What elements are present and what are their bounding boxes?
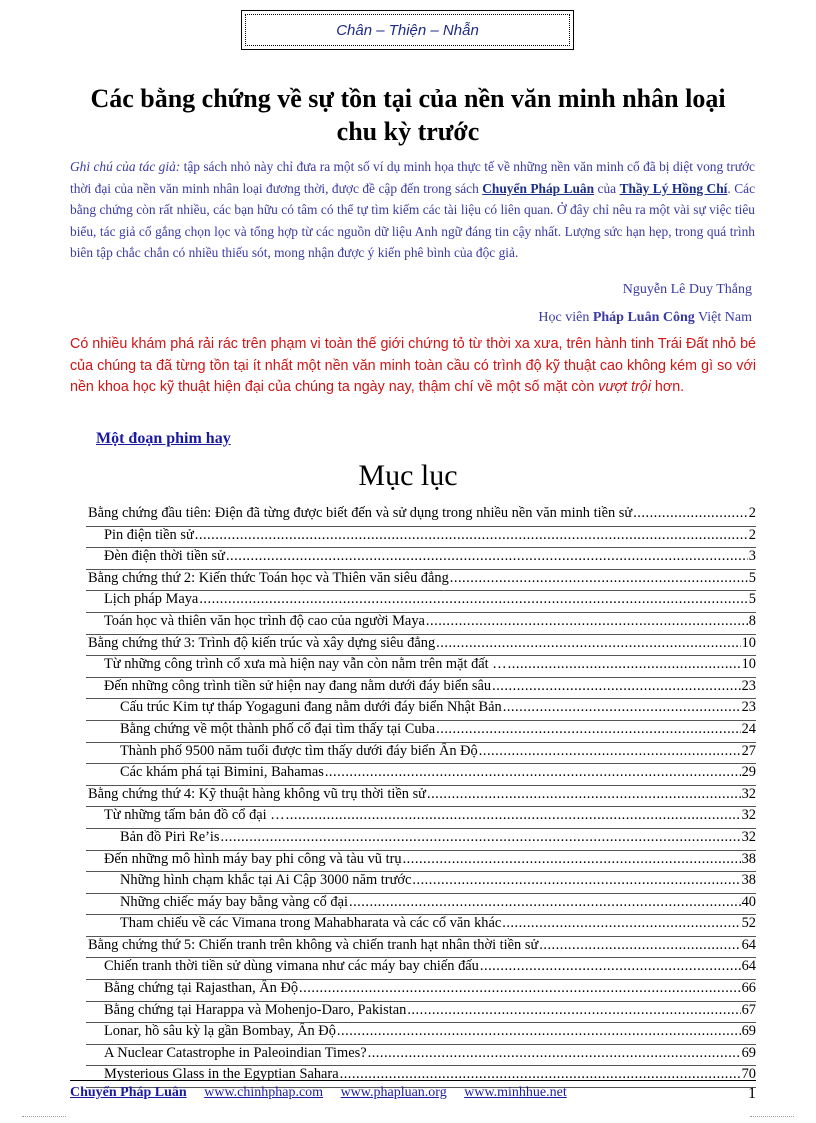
author-note-text-3: . Các bằng chứng còn rất nhiều, các bạn hữu có tâm có thể tự tìm kiếm các tài liệu có liên quan. Ở đây chỉ nêu ra một vài sự việc tiêu biểu, tác giả cố gắng chọn lọc và tổng hợp từ các nguồn dữ liệu Anh ngữ đáng tin cậy nhất. Lượng sức hạn hẹp, trong quá trình biên tập chắc chắn có nhiều thiếu sót, mong nhận được ý kiến phê bình của độc giả. bbox=[70, 180, 756, 260]
toc-entry-title: Mysterious Glass in the Egyptian Sahara bbox=[104, 1066, 339, 1083]
toc-leader-dots bbox=[325, 764, 741, 781]
toc-entry[interactable] bbox=[86, 591, 756, 613]
header-motto: Chân – Thiện – Nhẫn bbox=[245, 14, 570, 46]
footer-link-phapluan[interactable]: www.phapluan.org bbox=[340, 1085, 447, 1100]
toc-leader-dots bbox=[502, 915, 740, 932]
toc-entry[interactable] bbox=[86, 527, 756, 549]
toc-leader-dots bbox=[349, 894, 741, 911]
toc-entry-title: Từ những công trình cổ xưa mà hiện nay vẫn còn nằm trên mặt đất … bbox=[104, 656, 507, 673]
author-link[interactable]: Thầy Lý Hồng Chí bbox=[619, 180, 728, 196]
toc-entry[interactable] bbox=[86, 1045, 756, 1067]
toc-entry-page: 5 bbox=[748, 569, 756, 586]
toc-entry-page: 23 bbox=[741, 699, 756, 716]
table-of-contents bbox=[86, 505, 756, 1088]
video-link[interactable]: Một đoạn phim hay bbox=[96, 430, 231, 447]
author-note-text-2: của bbox=[594, 180, 620, 196]
toc-entry-title: Pin điện tiền sử bbox=[104, 526, 194, 543]
toc-entry-page: 32 bbox=[741, 828, 756, 845]
corner-mark-left bbox=[22, 1116, 66, 1118]
toc-entry[interactable] bbox=[86, 980, 756, 1002]
toc-entry[interactable] bbox=[86, 635, 756, 657]
toc-entry-page: 24 bbox=[741, 720, 756, 737]
toc-entry[interactable] bbox=[86, 937, 756, 959]
toc-leader-dots bbox=[195, 527, 748, 544]
toc-entry[interactable] bbox=[86, 613, 756, 635]
toc-leader-dots bbox=[426, 613, 748, 630]
toc-leader-dots bbox=[286, 807, 741, 824]
toc-entry-title: Toán học và thiên văn học trình độ cao của người Maya bbox=[104, 612, 425, 629]
toc-entry-page: 38 bbox=[741, 850, 756, 867]
toc-leader-dots bbox=[403, 851, 741, 868]
toc-leader-dots bbox=[450, 570, 748, 587]
toc-entry[interactable] bbox=[86, 570, 756, 592]
author-note bbox=[70, 156, 755, 264]
toc-entry-title: Cấu trúc Kim tự tháp Yogaguni đang nằm dưới đáy biển Nhật Bản bbox=[120, 699, 502, 716]
toc-leader-dots bbox=[508, 656, 741, 673]
toc-entry-page: 2 bbox=[748, 526, 756, 543]
signature-prefix: Học viên bbox=[538, 310, 593, 325]
toc-title: Mục lục bbox=[358, 459, 458, 492]
toc-entry-page: 29 bbox=[741, 764, 756, 781]
toc-leader-dots bbox=[436, 635, 740, 652]
page-number: 1 bbox=[748, 1085, 756, 1102]
toc-entry-page: 32 bbox=[741, 807, 756, 824]
toc-entry-title: Lịch pháp Maya bbox=[104, 591, 199, 608]
toc-leader-dots bbox=[337, 1023, 741, 1040]
toc-entry[interactable] bbox=[86, 915, 756, 937]
toc-entry[interactable] bbox=[86, 764, 756, 786]
toc-leader-dots bbox=[633, 505, 748, 522]
signature-suffix: Việt Nam bbox=[694, 310, 752, 325]
toc-entry-title: Bằng chứng thứ 5: Chiến tranh trên không và chiến tranh hạt nhân thời tiền sử bbox=[88, 936, 539, 953]
toc-entry[interactable] bbox=[86, 699, 756, 721]
toc-leader-dots bbox=[492, 678, 741, 695]
toc-entry-title: Thành phố 9500 năm tuổi được tìm thấy dưới đáy biển Ấn Độ bbox=[120, 742, 478, 759]
toc-entry-title: Từ những tấm bản đồ cổ đại … bbox=[104, 807, 285, 824]
intro-text-1: Có nhiều khám phá rải rác trên phạm vi toàn thế giới chứng tỏ từ thời xa xưa, trên hành tinh Trái Đất nhỏ bé của chúng ta đã từng tồn tại ít nhất một nền văn minh toàn cầu có trình độ kỹ thuật cao không kém gì so với nền khoa học kỹ thuật hiện đại của chúng ta ngày nay, thậm chí về một số mặt còn bbox=[70, 336, 756, 395]
corner-mark-right bbox=[750, 1116, 794, 1118]
toc-entry-page: 10 bbox=[741, 634, 756, 651]
toc-entry[interactable] bbox=[86, 872, 756, 894]
toc-entry[interactable] bbox=[86, 894, 756, 916]
toc-leader-dots bbox=[479, 743, 741, 760]
toc-leader-dots bbox=[480, 958, 741, 975]
toc-leader-dots bbox=[407, 1002, 740, 1019]
toc-entry-title: Đến những công trình tiền sử hiện nay đang nằm dưới đáy biển sâu bbox=[104, 677, 492, 694]
toc-leader-dots bbox=[412, 872, 740, 889]
toc-leader-dots bbox=[436, 721, 740, 738]
toc-entry[interactable] bbox=[86, 829, 756, 851]
toc-entry-title: Những hình chạm khắc tại Ai Cập 3000 năm trước bbox=[120, 872, 412, 889]
toc-entry[interactable] bbox=[86, 1002, 756, 1024]
footer-link-minhhue[interactable]: www.minhhue.net bbox=[464, 1085, 567, 1100]
toc-entry-page: 5 bbox=[748, 591, 756, 608]
toc-entry-title: Bằng chứng tại Harappa và Mohenjo-Daro, Pakistan bbox=[104, 1001, 407, 1018]
toc-leader-dots bbox=[299, 980, 741, 997]
toc-entry-title: Bằng chứng về một thành phố cổ đại tìm thấy tại Cuba bbox=[120, 720, 436, 737]
toc-entry[interactable] bbox=[86, 548, 756, 570]
toc-entry-page: 52 bbox=[741, 915, 756, 932]
toc-entry-page: 10 bbox=[741, 656, 756, 673]
signature-org: Pháp Luân Công bbox=[592, 310, 695, 325]
footer bbox=[70, 1085, 756, 1105]
toc-entry-page: 66 bbox=[741, 980, 756, 997]
toc-entry-page: 69 bbox=[741, 1044, 756, 1061]
toc-entry-title: Lonar, hồ sâu kỳ lạ gần Bombay, Ấn Độ bbox=[104, 1023, 336, 1040]
toc-entry-title: Bản đồ Piri Re’is bbox=[120, 828, 220, 845]
toc-entry[interactable] bbox=[86, 958, 756, 980]
toc-entry[interactable] bbox=[86, 786, 756, 808]
toc-leader-dots bbox=[368, 1045, 741, 1062]
toc-entry[interactable] bbox=[86, 721, 756, 743]
toc-entry-title: Bằng chứng thứ 4: Kỹ thuật hàng không vũ trụ thời tiền sử bbox=[88, 785, 426, 802]
signature-name: Nguyễn Lê Duy Thắng bbox=[622, 282, 752, 297]
toc-entry-page: 40 bbox=[741, 893, 756, 910]
intro-paragraph bbox=[70, 334, 756, 399]
toc-entry[interactable] bbox=[86, 743, 756, 765]
toc-entry-title: Đến những mô hình máy bay phi công và tàu vũ trụ bbox=[104, 850, 402, 867]
toc-leader-dots bbox=[539, 937, 740, 954]
toc-entry[interactable] bbox=[86, 505, 756, 527]
toc-entry-page: 67 bbox=[741, 1001, 756, 1018]
toc-entry-page: 2 bbox=[748, 505, 756, 521]
toc-entry-title: Bằng chứng đầu tiên: Điện đã từng được biết đến và sử dụng trong nhiều nền văn minh tiền sử bbox=[88, 505, 633, 521]
toc-entry-page: 23 bbox=[741, 677, 756, 694]
book-link[interactable]: Chuyển Pháp Luân bbox=[482, 180, 595, 196]
toc-entry[interactable] bbox=[86, 1023, 756, 1045]
toc-entry-page: 38 bbox=[741, 872, 756, 889]
toc-leader-dots bbox=[226, 548, 748, 565]
toc-leader-dots bbox=[503, 699, 741, 716]
toc-entry-title: Bằng chứng thứ 2: Kiến thức Toán học và Thiên văn siêu đẳng bbox=[88, 569, 449, 586]
toc-entry-title: Đèn điện thời tiền sử bbox=[104, 548, 225, 565]
toc-entry[interactable] bbox=[86, 678, 756, 700]
toc-leader-dots bbox=[199, 591, 747, 608]
toc-entry-page: 69 bbox=[741, 1023, 756, 1040]
signature-title bbox=[538, 310, 752, 326]
author-note-text-1: tập sách nhỏ này chỉ đưa ra một số ví dụ minh họa thực tế về những nền văn minh cổ đã bị diệt vong trước thời đại của nền văn minh nhân loại đương thời, được đề cập đến trong sách bbox=[70, 159, 755, 196]
footer-link-chinhphap[interactable]: www.chinhphap.com bbox=[204, 1085, 324, 1100]
toc-entry-page: 27 bbox=[741, 742, 756, 759]
toc-entry-title: Những chiếc máy bay bằng vàng cổ đại bbox=[120, 893, 348, 910]
author-note-lead: Ghi chú của tác giả: bbox=[70, 159, 181, 174]
toc-leader-dots bbox=[221, 829, 741, 846]
toc-entry-title: A Nuclear Catastrophe in Paleoindian Times? bbox=[104, 1044, 367, 1061]
footer-divider bbox=[70, 1080, 756, 1081]
toc-entry[interactable] bbox=[86, 851, 756, 873]
toc-entry-page: 8 bbox=[748, 612, 756, 629]
toc-entry-page: 3 bbox=[748, 548, 756, 565]
toc-entry-page: 32 bbox=[741, 785, 756, 802]
toc-entry-page: 70 bbox=[741, 1066, 756, 1083]
header-motto-box bbox=[241, 10, 574, 50]
toc-leader-dots bbox=[427, 786, 741, 803]
toc-entry[interactable] bbox=[86, 807, 756, 829]
intro-emphasis: vượt trội bbox=[598, 379, 651, 395]
footer-brand-link[interactable]: Chuyển Pháp Luân bbox=[70, 1085, 187, 1100]
toc-entry-page: 64 bbox=[741, 958, 756, 975]
toc-entry-title: Chiến tranh thời tiền sử dùng vimana như các máy bay chiến đấu bbox=[104, 958, 479, 975]
toc-entry-page: 64 bbox=[741, 936, 756, 953]
toc-entry[interactable] bbox=[86, 656, 756, 678]
toc-entry-title: Bằng chứng tại Rajasthan, Ấn Độ bbox=[104, 980, 299, 997]
toc-entry-title: Bằng chứng thứ 3: Trình độ kiến trúc và xây dựng siêu đẳng bbox=[88, 634, 436, 651]
toc-entry-title: Các khám phá tại Bimini, Bahamas bbox=[120, 764, 324, 781]
intro-text-2: hơn. bbox=[650, 379, 685, 395]
page-title: Các bằng chứng về sự tồn tại của nền văn minh nhân loại chu kỳ trước bbox=[90, 84, 726, 146]
toc-entry-title: Tham chiếu về các Vimana trong Mahabharata và các cổ văn khác bbox=[120, 915, 502, 932]
